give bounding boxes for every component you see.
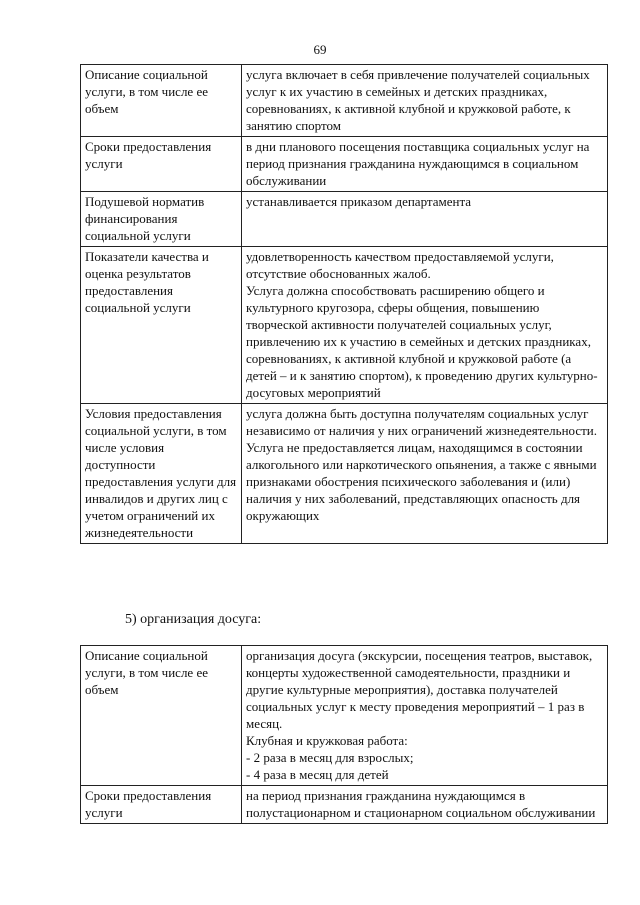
page-number: 69 [313, 42, 327, 57]
table-row [81, 404, 608, 544]
table-row [81, 646, 608, 786]
section-heading: 5) организация досуга: [125, 612, 262, 627]
row-value: на период признания гражданина нуждающимся в полустационарном и стационарном социальном обслуживании [242, 786, 608, 824]
row-label: Описание социальной услуги, в том числе ее объем [81, 646, 242, 786]
row-value: удовлетворенность качеством предоставляемой услуги, отсутствие обоснованных жалоб. Услуга должна способствовать расширению общего и культурного кругозора, сферы общения, повышению творческой активности получателей социальных услуг, привлечению их к участию в семейных и детских праздниках, соревнованиях, к активной клубной и кружковой работе (а детей – и к занятию спортом), к проведению других культурно-досуговых мероприятий [242, 247, 608, 404]
table-row [81, 786, 608, 824]
service-table-1 [80, 64, 608, 544]
row-label: Описание социальной услуги, в том числе ее объем [81, 65, 242, 137]
row-value: устанавливается приказом департамента [242, 192, 608, 247]
row-label: Подушевой норматив финансирования социальной услуги [81, 192, 242, 247]
row-value: услуга включает в себя привлечение получателей социальных услуг к их участию в семейных и детских праздниках, соревнованиях, к активной клубной и кружковой работе, к занятию спортом [242, 65, 608, 137]
table-row [81, 247, 608, 404]
row-label: Сроки предоставления услуги [81, 137, 242, 192]
table-row [81, 192, 608, 247]
row-label: Условия предоставления социальной услуги, в том числе условия доступности предоставления услуги для инвалидов и других лиц с учетом ограничений их жизнедеятельности [81, 404, 242, 544]
table-row [81, 65, 608, 137]
service-table-2 [80, 645, 608, 824]
table-row [81, 137, 608, 192]
row-label: Сроки предоставления услуги [81, 786, 242, 824]
row-value: организация досуга (экскурсии, посещения театров, выставок, концерты художественной самодеятельности, праздники и другие культурные мероприятия), доставка получателей социальных услуг к месту проведения мероприятий – 1 раз в месяц. Клубная и кружковая работа: - 2 раза в месяц для взрослых; - 4 раза в месяц для детей [242, 646, 608, 786]
row-value: услуга должна быть доступна получателям социальных услуг независимо от наличия у них ограничений жизнедеятельности. Услуга не предоставляется лицам, находящимся в состоянии алкогольного или наркотического опьянения, а также с явными признаками обострения психического заболевания и (или) наличия у них заболеваний, представляющих опасность для окружающих [242, 404, 608, 544]
row-value: в дни планового посещения поставщика социальных услуг на период признания гражданина нуждающимся в социальном обслуживании [242, 137, 608, 192]
row-label: Показатели качества и оценка результатов предоставления социальной услуги [81, 247, 242, 404]
